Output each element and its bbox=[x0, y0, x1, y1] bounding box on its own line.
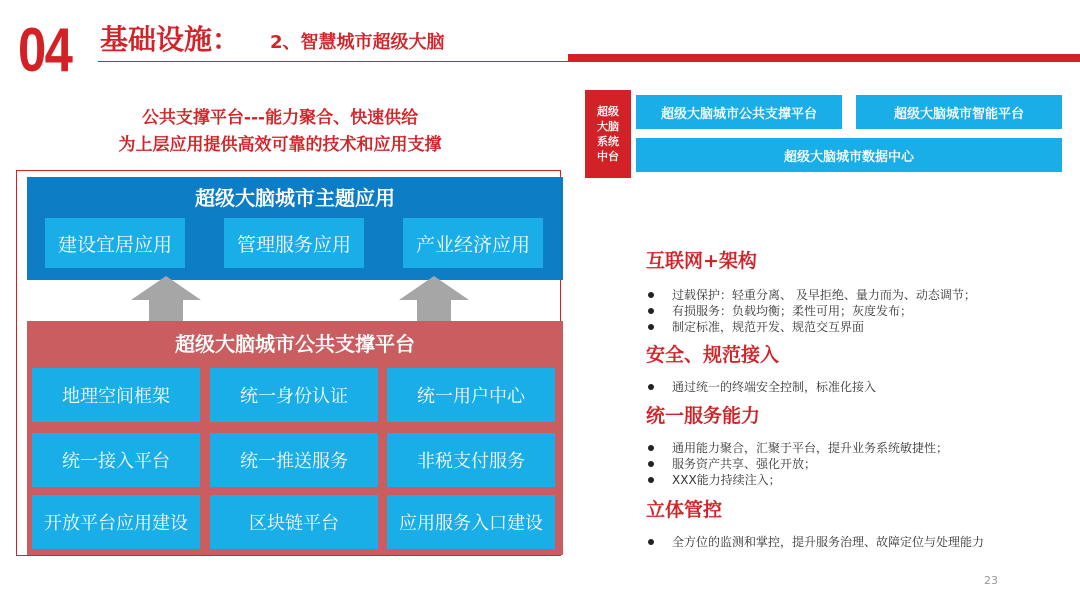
bullet-item: 有损服务：负载均衡；柔性可用；灰度发布； bbox=[646, 303, 976, 319]
app-livable-construction: 建设宜居应用 bbox=[45, 218, 185, 268]
platform-item: 统一接入平台 bbox=[32, 433, 200, 487]
page-title: 基础设施： bbox=[100, 23, 241, 56]
bullet-item: XXX能力持续注入； bbox=[646, 472, 948, 488]
section-bullets bbox=[646, 534, 984, 550]
platform-item: 非税支付服务 bbox=[387, 433, 555, 487]
bullet-item: 过载保护：轻重分离、 及早拒绝、量力而为、动态调节； bbox=[646, 287, 976, 303]
bullet-item: 服务资产共享、强化开放； bbox=[646, 456, 948, 472]
up-arrow-icon bbox=[131, 276, 201, 322]
smart-platform-box: 超级大脑城市智能平台 bbox=[856, 95, 1062, 129]
section-number: 04 bbox=[18, 16, 72, 85]
tagline-secondary: 为上层应用提供高效可靠的技术和应用支撑 bbox=[118, 135, 442, 155]
section-bullets bbox=[646, 440, 948, 488]
middle-label-line: 中台 bbox=[597, 150, 619, 163]
middle-label-line: 超级 bbox=[597, 105, 619, 118]
bullet-item: 制定标准，规范开发、规范交互界面 bbox=[646, 319, 976, 335]
middle-label-line: 大脑 bbox=[597, 120, 619, 133]
header-divider-thin bbox=[98, 61, 568, 62]
tagline-primary: 公共支撑平台---能力聚合、快速供给 bbox=[141, 108, 419, 128]
section-heading: 互联网+架构 bbox=[646, 250, 757, 272]
public-platform-title: 超级大脑城市公共支撑平台 bbox=[175, 332, 415, 356]
bullet-item: 通用能力聚合，汇聚于平台，提升业务系统敏捷性； bbox=[646, 440, 948, 456]
page-number: 23 bbox=[984, 574, 998, 587]
section-bullets bbox=[646, 379, 876, 395]
platform-item: 应用服务入口建设 bbox=[387, 495, 555, 549]
bullet-item: 通过统一的终端安全控制，标准化接入 bbox=[646, 379, 876, 395]
platform-item: 区块链平台 bbox=[210, 495, 378, 549]
app-industrial-economy: 产业经济应用 bbox=[403, 218, 543, 268]
data-center-box: 超级大脑城市数据中心 bbox=[636, 138, 1062, 172]
section-bullets bbox=[646, 287, 976, 335]
header-divider-thick bbox=[568, 54, 1080, 62]
middle-platform-label bbox=[585, 90, 631, 178]
up-arrow-icon bbox=[399, 276, 469, 322]
middle-label-line: 系统 bbox=[597, 135, 619, 148]
bullet-item: 全方位的监测和掌控，提升服务治理、故障定位与处理能力 bbox=[646, 534, 984, 550]
platform-item: 开放平台应用建设 bbox=[32, 495, 200, 549]
platform-item: 统一用户中心 bbox=[387, 368, 555, 422]
platform-item: 统一身份认证 bbox=[210, 368, 378, 422]
theme-apps-title: 超级大脑城市主题应用 bbox=[195, 186, 395, 210]
section-heading: 统一服务能力 bbox=[646, 405, 761, 427]
platform-item: 统一推送服务 bbox=[210, 433, 378, 487]
page-subtitle: 2、智慧城市超级大脑 bbox=[270, 32, 445, 53]
platform-item: 地理空间框架 bbox=[32, 368, 200, 422]
section-heading: 安全、规范接入 bbox=[646, 344, 780, 366]
app-management-service: 管理服务应用 bbox=[224, 218, 364, 268]
public-support-platform-box: 超级大脑城市公共支撑平台 bbox=[636, 95, 842, 129]
section-heading: 立体管控 bbox=[646, 499, 723, 521]
